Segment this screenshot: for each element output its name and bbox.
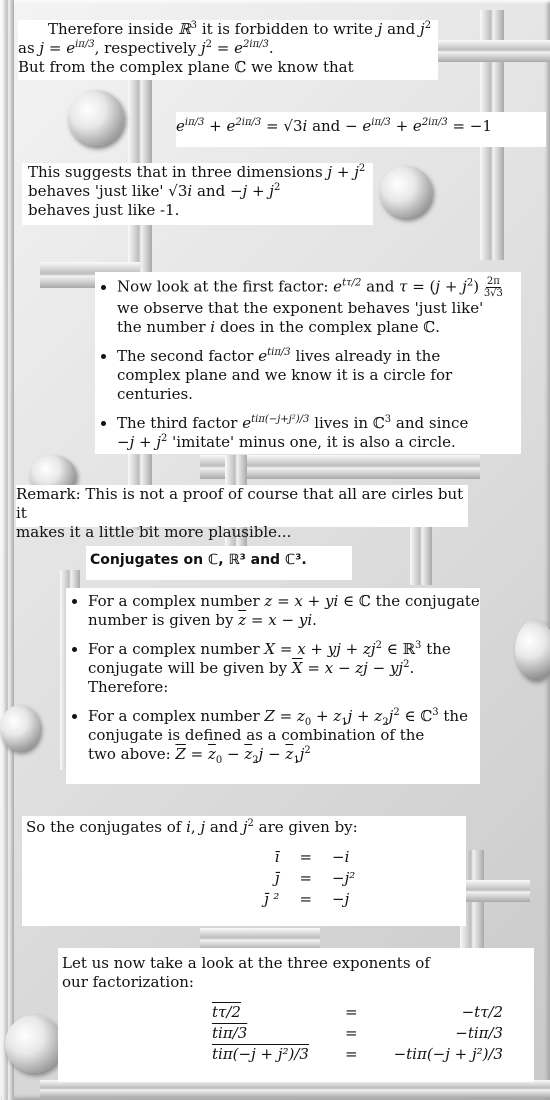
remark-paragraph <box>16 485 468 541</box>
conjugates-list <box>66 588 480 784</box>
equation-row: tiπ(−j + j²)/3 = −tiπ(−j + j²)/3 <box>212 1045 504 1063</box>
list-item: • For a complex number $Z = z_0 + z_1j + z_2j^2$ ∈ ℂ$^3$ the conjugate is defined as a combination of the two above: $\overline{Z} = \overline{z}_0 - \overline{z}_2j - \overline{z}_1j^2$ <box>88 707 480 764</box>
list-item: • The second factor $e^{ti\pi/3}$ lives already in the complex plane and we know it is a circle for centuries. <box>117 347 521 404</box>
suggestion-text-1: This suggests that in three dimensions <box>28 163 328 181</box>
list-item: • For a complex number z = x + yi ∈ ℂ the conjugate number is given by $\overline{z} = x$ − yi. <box>88 592 480 630</box>
equation-row: ī = −i <box>274 848 350 866</box>
exponent-conjugate-equations <box>202 1002 513 1065</box>
exponents-text-1: Let us now take a look at the three exponents of <box>62 954 430 972</box>
equation-1-mid: and <box>307 117 346 135</box>
remark-text-2: makes it a little bit more plausible... <box>16 523 292 541</box>
exponents-paragraph <box>58 948 534 1082</box>
conjugates-of-units-paragraph: So the conjugates of i, j and $j^2$ are given by: ī = −i j̄ = −j² j̄ ² = −j <box>22 816 466 926</box>
list-item: • The third factor $e^{ti\pi(-j+j^2)/3}$ lives in ℂ$^3$ and since $-j + j^2$ 'imitate' minus one, it is also a circle. <box>117 414 521 452</box>
list-item: • For a complex number X = x + yj + $zj^2$ ∈ ℝ$^3$ the conjugate will be given by $\overline{X} = x$ − zj − $yj^2$. Therefore: <box>88 640 480 697</box>
equation-row: j̄ ² = −j <box>264 890 350 908</box>
conjugates-heading: Conjugates on ℂ, ℝ³ and ℂ³. <box>86 546 352 580</box>
suggestion-text-3: behaves just like -1. <box>28 201 180 219</box>
suggestion-text-2: behaves 'just like' <box>28 182 169 200</box>
equation-row: tτ/2 = −tτ/2 <box>212 1003 504 1021</box>
equation-row: tiπ/3 = −tiπ/3 <box>212 1024 504 1042</box>
equation-row: j̄ = −j² <box>274 869 356 887</box>
conjugates-intro: So the conjugates of <box>26 818 187 836</box>
exponents-text-2: our factorization: <box>62 973 194 991</box>
factors-list <box>95 272 521 454</box>
equation-1: $e^{i\pi/3} + e^{2i\pi/3} = √3i$ and − $e^{i\pi/3} + e^{2i\pi/3} = -1$ <box>176 112 546 147</box>
intro-paragraph: Therefore inside ℝ$^3$ it is forbidden to write j and $j^2$ as $j = e^{i\pi/3}$, respectively $j^2 = e^{2i\pi/3}$. But from the complex plane ℂ we know that <box>18 20 438 80</box>
conjugate-equations <box>254 847 365 910</box>
intro-text-2: as <box>18 39 40 57</box>
intro-text-1: Therefore inside <box>48 20 179 38</box>
list-item: • Now look at the first factor: $e^{t\tau/2}$ and $\tau = (j + j^2)$ $\frac{2\pi}{3√3}$ we observe that the exponent behaves 'just like' the number i does in the complex plane ℂ. <box>117 276 521 337</box>
intro-text-3: But from the complex plane ℂ we know that <box>18 58 354 76</box>
suggestion-paragraph: This suggests that in three dimensions $j + j^2$ behaves 'just like' √3i and $-j + j^2$ behaves just like -1. <box>22 163 373 225</box>
remark-text-1: Remark: This is not a proof of course that all are cirles but it <box>16 485 464 522</box>
